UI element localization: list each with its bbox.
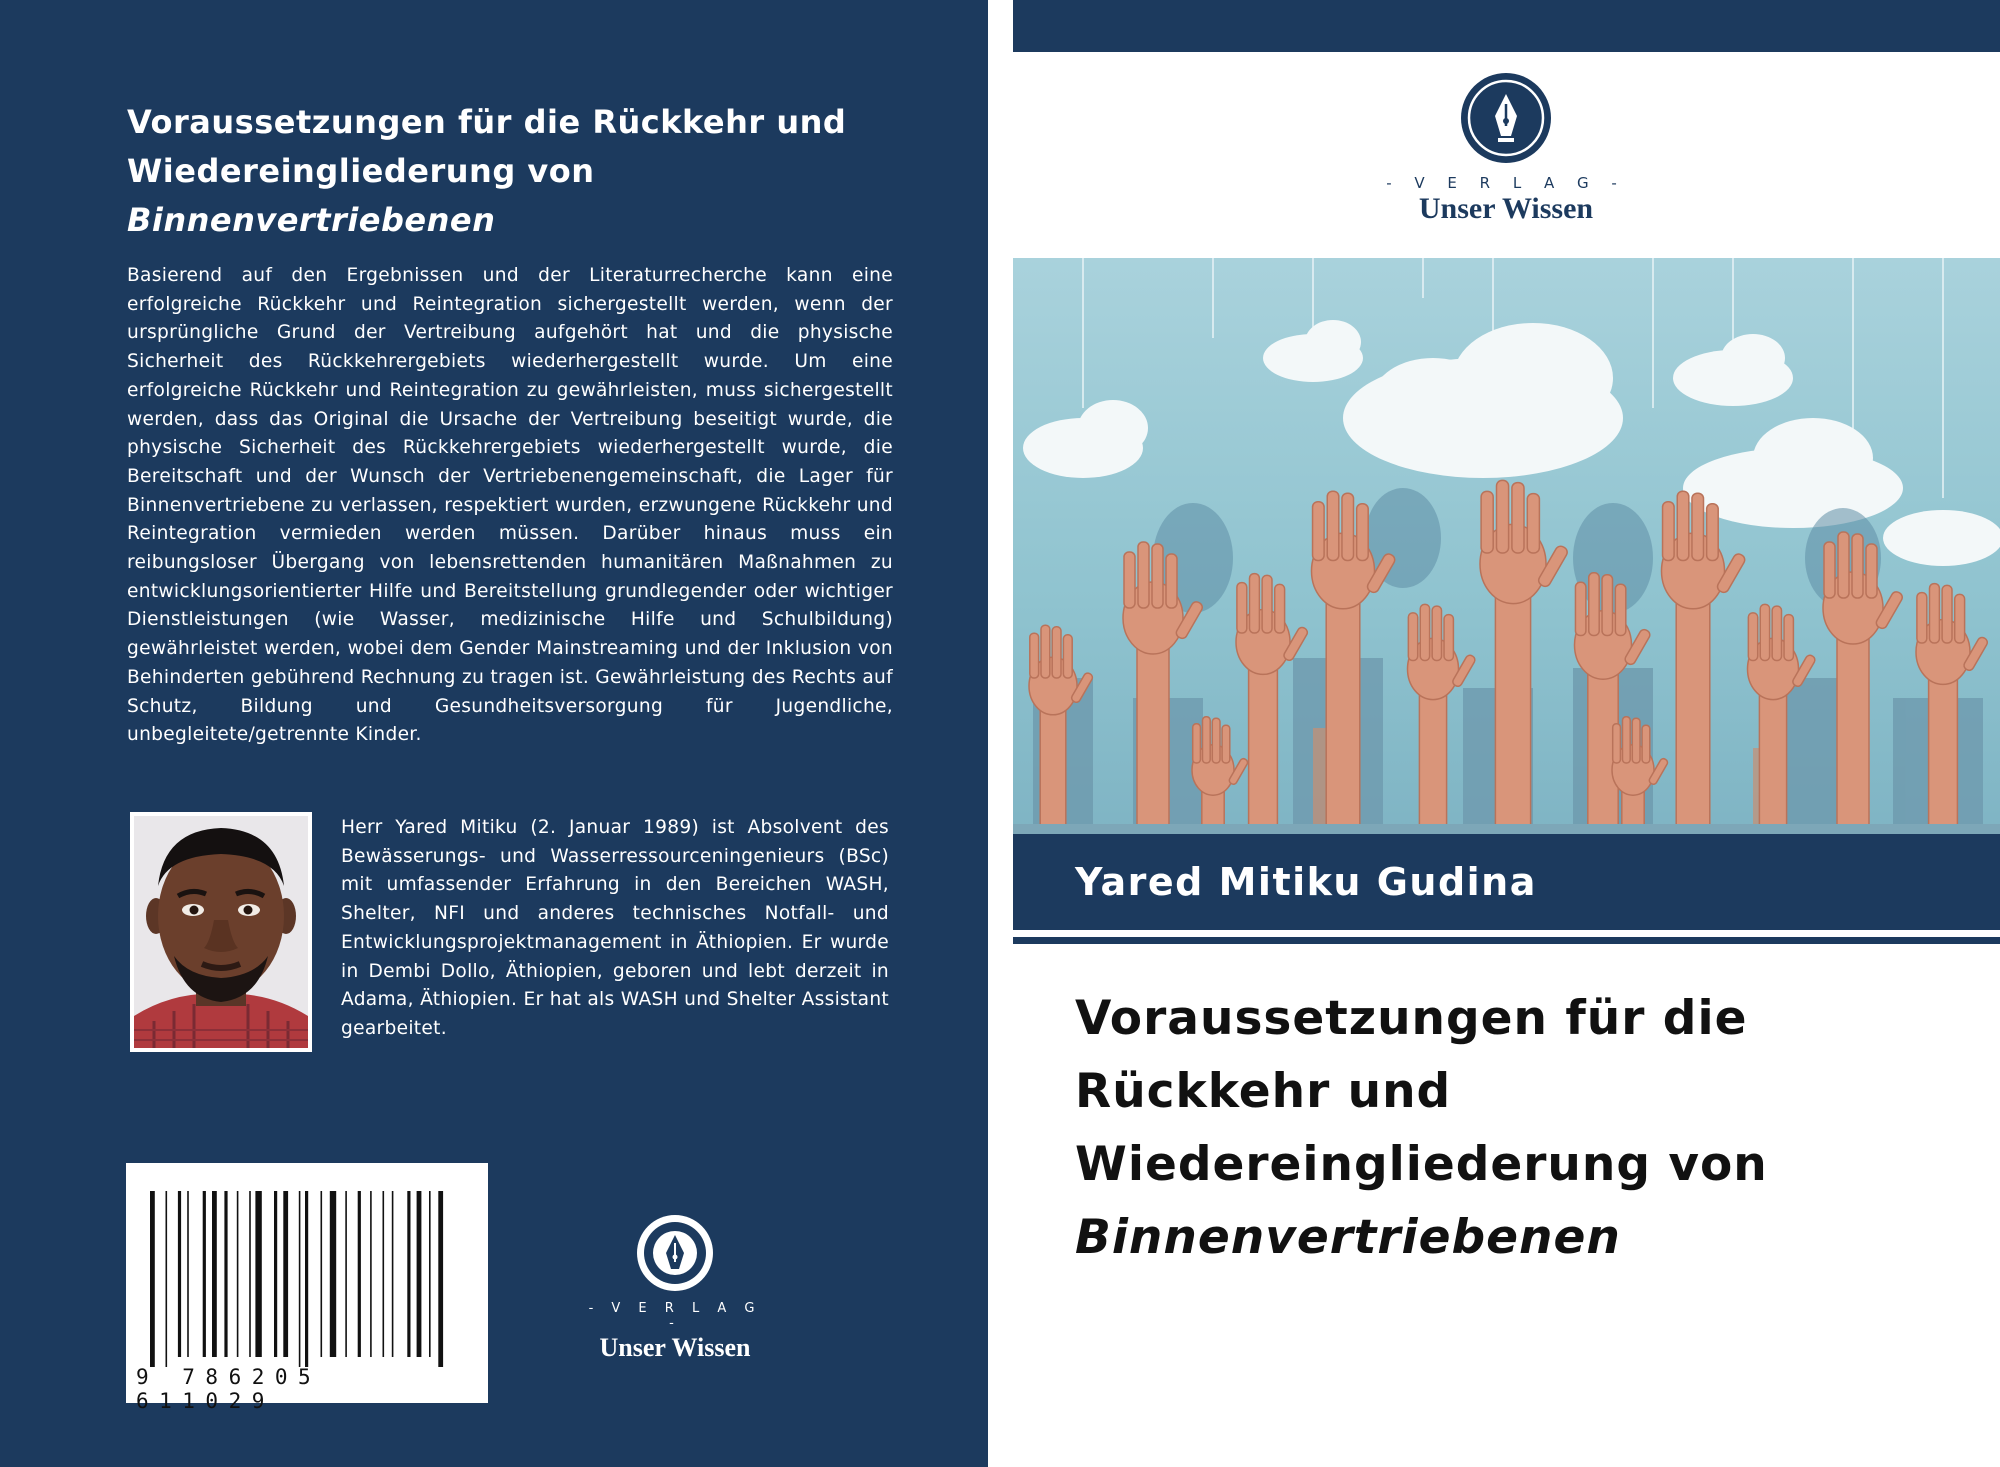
back-cover <box>0 0 988 1467</box>
back-cover-blurb: Basierend auf den Ergebnissen und der Literaturrecherche kann eine erfolgreiche Rückkehr und Reintegration sichergestellt werden, wenn der ursprüngliche Grund der Vertreibung aufgehört hat und die physische Sicherheit des Rückkehrergebiets wiederhergestellt wurde. Um eine erfolgreiche Rückkehr und Reintegration zu gewährleisten, muss sichergestellt werden, dass das Original die Ursache der Vertreibung beseitigt wurde, die physische Sicherheit des Rückkehrergebiets wiederhergestellt wurde, die Bereitschaft und der Wunsch der Vertriebenengemeinschaft, die Lager für Binnenvertriebene zu verlassen, respektiert wurden, erzwungene Rückkehr und Reintegration vermieden werden müssen. Darüber hinaus muss ein reibungsloser Übergang von lebensrettenden humanitären Maßnahmen zu entwicklungsorientierter Hilfe und Bereitstellung grundlegender oder wichtiger Dienstleistungen (wie Wasser, medizinische Hilfe und Schulbildung) gewährleistet werden, wobei dem Gender Mainstreaming und der Inklusion von Behinderten gebührend Rechnung zu tragen ist. Gewährleistung des Rechts auf Schutz, Bildung und Gesundheitsversorgung für Jugendliche, unbegleitete/getrennte Kinder. <box>127 265 893 746</box>
barcode-bar <box>237 1191 239 1357</box>
barcode-bar <box>407 1191 410 1357</box>
spine <box>988 0 1013 1467</box>
pen-nib-logo-icon <box>1460 72 1552 164</box>
barcode-bar <box>299 1191 301 1367</box>
barcode-bar <box>203 1191 206 1357</box>
front-publisher-logo <box>1383 72 1629 225</box>
author-band <box>1013 834 2000 930</box>
back-title-line2: Wiedereingliederung von <box>127 152 595 190</box>
barcode-bar <box>417 1191 422 1357</box>
barcode-bar <box>255 1191 261 1357</box>
barcode-bar <box>166 1191 168 1367</box>
back-cover-title <box>127 98 887 245</box>
barcode-bar <box>305 1191 308 1367</box>
front-author-name: Yared Mitiku Gudina <box>1075 860 1537 904</box>
barcode-bar <box>429 1191 431 1357</box>
front-publisher-name: Unser Wissen <box>1418 192 1594 225</box>
barcode-bar <box>370 1191 372 1357</box>
barcode-bar <box>249 1191 251 1357</box>
barcode-bar <box>150 1191 155 1367</box>
barcode-bar <box>212 1191 217 1357</box>
front-title-line2: Rückkehr und <box>1075 1064 1452 1119</box>
back-verlag-label: - V E R L A G - <box>588 1301 762 1331</box>
author-portrait-image <box>134 816 308 1048</box>
back-publisher-logo <box>585 1213 765 1362</box>
barcode-bar <box>178 1191 181 1357</box>
front-top-bar <box>1013 0 2000 52</box>
isbn-barcode <box>126 1163 488 1413</box>
front-verlag-label: - V E R L A G - <box>1386 174 1626 192</box>
cover-image-raised-hands <box>1013 258 2000 834</box>
barcode-bar <box>345 1191 347 1357</box>
pen-nib-logo-icon <box>635 1213 715 1293</box>
back-title-line1: Voraussetzungen für die Rückkehr und <box>127 103 847 141</box>
barcode-bar <box>321 1191 323 1357</box>
front-divider-rule <box>1013 937 2000 944</box>
front-cover <box>1013 0 2000 1467</box>
isbn-number: 9 786205 611029 <box>136 1365 322 1413</box>
front-title-line1: Voraussetzungen für die <box>1075 991 1748 1046</box>
barcode-bar <box>330 1191 336 1357</box>
front-title-line4: Binnenvertriebenen <box>1075 1210 1621 1265</box>
barcode-bar <box>187 1191 189 1357</box>
author-photo <box>130 812 312 1052</box>
back-publisher-name: Unser Wissen <box>599 1333 751 1362</box>
barcode-bar <box>383 1191 385 1357</box>
front-title-line3: Wiedereingliederung von <box>1075 1137 1768 1192</box>
raised-hands-illustration <box>1013 258 2000 834</box>
barcode-bar <box>283 1191 288 1357</box>
barcode-bar <box>358 1191 361 1357</box>
front-cover-title <box>1075 982 1975 1274</box>
back-title-line3: Binnenvertriebenen <box>127 201 496 239</box>
barcode-bar <box>392 1191 394 1357</box>
barcode-bar <box>438 1191 443 1367</box>
barcode-bar <box>274 1191 277 1357</box>
barcode-bar <box>224 1191 227 1357</box>
author-bio: Herr Yared Mitiku (2. Januar 1989) ist Absolvent des Bewässerungs- und Wasserressourceningenieurs (BSc) mit umfassender Erfahrung in den Bereichen WASH, Shelter, NFI und anderes technisches Notfall- und Entwicklungsprojektmanagement in Äthiopien. Er wurde in Dembi Dollo, Äthiopien, geboren und lebt derzeit in Adama, Äthiopien. Er hat als WASH und Shelter Assistant gearbeitet. <box>341 817 889 1039</box>
